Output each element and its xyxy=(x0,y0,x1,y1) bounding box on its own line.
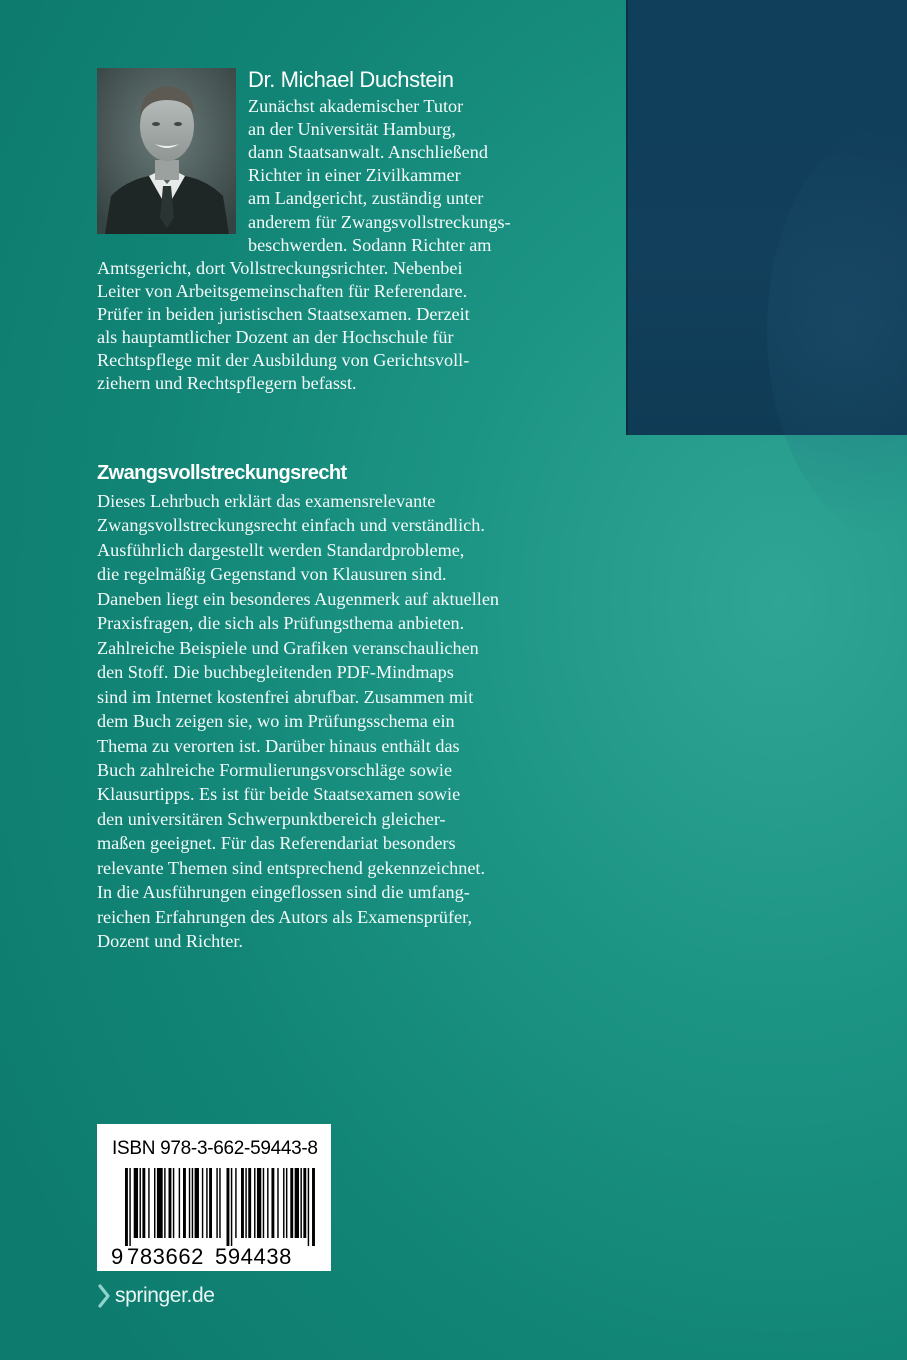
book-description-line: den Stoff. Die buchbegleitenden PDF-Mindmaps xyxy=(97,662,454,683)
barcode-bar xyxy=(183,1168,186,1238)
barcode-bar xyxy=(235,1168,236,1238)
book-description-line: Klausurtipps. Es ist für beide Staatsexamen sowie xyxy=(97,784,461,805)
book-description-line: Dieses Lehrbuch erklärt das examensrelevante xyxy=(97,491,436,511)
author-bio-line: an der Universität Hamburg, xyxy=(248,119,456,140)
book-description-line: Zwangsvollstreckungsrecht einfach und verständlich. xyxy=(97,515,485,536)
book-description-line: Buch zahlreiche Formulierungsvorschläge sowie xyxy=(97,759,453,780)
book-title: Zwangsvollstreckungsrecht xyxy=(97,462,347,484)
barcode-bar xyxy=(303,1168,306,1238)
barcode-bar xyxy=(195,1168,199,1238)
author-bio-line: als hauptamtlicher Dozent an der Hochschule für xyxy=(97,327,454,347)
barcode-bar xyxy=(140,1168,141,1238)
barcode-bar xyxy=(142,1168,145,1238)
book-description-line: In die Ausführungen eingeflossen sind die umfang- xyxy=(97,882,470,903)
barcode-bar xyxy=(271,1168,274,1238)
barcode-bar xyxy=(173,1168,174,1238)
publisher-website: springer.de xyxy=(115,1284,215,1307)
panel-swirl xyxy=(767,120,907,540)
author-bio-line: am Landgericht, zuständig unter xyxy=(248,188,484,209)
isbn-barcode xyxy=(97,1124,331,1271)
barcode-bar xyxy=(125,1168,128,1246)
isbn-label: ISBN 978-3-662-59443-8 xyxy=(112,1138,318,1159)
author-bio-line: Prüfer in beiden juristischen Staatsexamen. Derzeit xyxy=(97,303,470,324)
author-bio-line: Richter in einer Zivilkammer xyxy=(248,165,461,186)
barcode-bar xyxy=(209,1168,212,1238)
barcode-bar xyxy=(148,1168,149,1238)
barcode-bar xyxy=(254,1168,255,1238)
barcode-bar xyxy=(286,1168,287,1238)
author-bio-line: anderem für Zwangsvollstreckungs- xyxy=(248,211,511,232)
book-description-line: den universitären Schwerpunktbereich gleicher- xyxy=(97,808,446,829)
author-bio-line: Zunächst akademischer Tutor xyxy=(248,96,464,116)
barcode-bar xyxy=(245,1168,246,1238)
author-bio-line: ziehern und Rechtspflegern befasst. xyxy=(97,373,357,394)
book-description-line: Ausführlich dargestellt werden Standardprobleme, xyxy=(97,539,465,560)
barcode-bar xyxy=(164,1168,165,1238)
book-description-line: Zahlreiche Beispiele und Grafiken veranschaulichen xyxy=(97,637,479,658)
barcode-bar xyxy=(134,1168,138,1238)
barcode-digits-right: 594438 xyxy=(215,1244,293,1269)
barcode-bar xyxy=(231,1168,232,1246)
book-description-line: Daneben liegt ein besonderes Augenmerk auf aktuellen xyxy=(97,588,499,609)
publisher-link[interactable] xyxy=(97,1284,215,1308)
barcode-bar xyxy=(277,1168,278,1238)
barcode-bar xyxy=(263,1168,264,1238)
author-bio-line: dann Staatsanwalt. Anschließend xyxy=(248,142,488,163)
chevron-right-icon xyxy=(97,1284,111,1308)
barcode-bar xyxy=(179,1168,180,1238)
barcode-bar xyxy=(154,1168,155,1238)
barcode-bar xyxy=(248,1168,251,1238)
barcode-digit-lead: 9 xyxy=(111,1244,124,1269)
book-description-line: Praxisfragen, die sich als Prüfungsthema anbieten. xyxy=(97,613,465,634)
book-description-line: Thema zu verorten ist. Darüber hinaus enthält das xyxy=(97,735,460,756)
author-bio-line: Rechtspflege mit der Ausbildung von Gerichtsvoll- xyxy=(97,350,470,371)
barcode-bar xyxy=(219,1168,220,1238)
barcode-bar xyxy=(129,1168,130,1246)
author-name: Dr. Michael Duchstein xyxy=(248,67,454,92)
barcode-bar xyxy=(169,1168,172,1238)
author-photo xyxy=(97,68,236,234)
barcode-bar xyxy=(267,1168,268,1238)
panel-edge xyxy=(626,0,628,435)
book-description-line: relevante Themen sind entsprechend gekennzeichnet. xyxy=(97,857,486,878)
barcode-bar xyxy=(290,1168,293,1238)
barcode-bar xyxy=(202,1168,203,1238)
book-description-line: dem Buch zeigen sie, wo im Prüfungsschema ein xyxy=(97,711,455,732)
barcode-bars xyxy=(125,1168,315,1246)
barcode-graphic xyxy=(97,1124,331,1271)
barcode-bar xyxy=(241,1168,244,1238)
barcode-bar xyxy=(227,1168,230,1246)
barcode-bar xyxy=(216,1168,217,1238)
author-bio-line: beschwerden. Sodann Richter am xyxy=(248,234,492,255)
barcode-bar xyxy=(257,1168,261,1238)
barcode-bar xyxy=(192,1168,193,1238)
author-bio-line: Leiter von Arbeitsgemeinschaften für Referendare. xyxy=(97,280,468,301)
barcode-bar xyxy=(206,1168,207,1238)
barcode-bar xyxy=(300,1168,301,1238)
barcode-digits-left: 783662 xyxy=(127,1244,205,1269)
cover-corner-panel xyxy=(626,0,907,435)
author-portrait-icon xyxy=(97,68,236,234)
barcode-bar xyxy=(312,1168,315,1246)
barcode-bar xyxy=(157,1168,163,1238)
book-description-line: reichen Erfahrungen des Autors als Examensprüfer, xyxy=(97,906,473,927)
barcode-bar xyxy=(189,1168,190,1238)
book-description-line: maßen geeignet. Für das Referendariat besonders xyxy=(97,833,456,854)
author-bio-line: Amtsgericht, dort Vollstreckungsrichter. Nebenbei xyxy=(97,257,463,278)
book-description-line: Dozent und Richter. xyxy=(97,931,243,952)
barcode-bar xyxy=(308,1168,309,1246)
barcode-bar xyxy=(283,1168,284,1238)
book-description-line: die regelmäßig Gegenstand von Klausuren sind. xyxy=(97,564,447,585)
barcode-bar xyxy=(295,1168,299,1238)
book-description-line: sind im Internet kostenfrei abrufbar. Zusammen mit xyxy=(97,686,474,707)
